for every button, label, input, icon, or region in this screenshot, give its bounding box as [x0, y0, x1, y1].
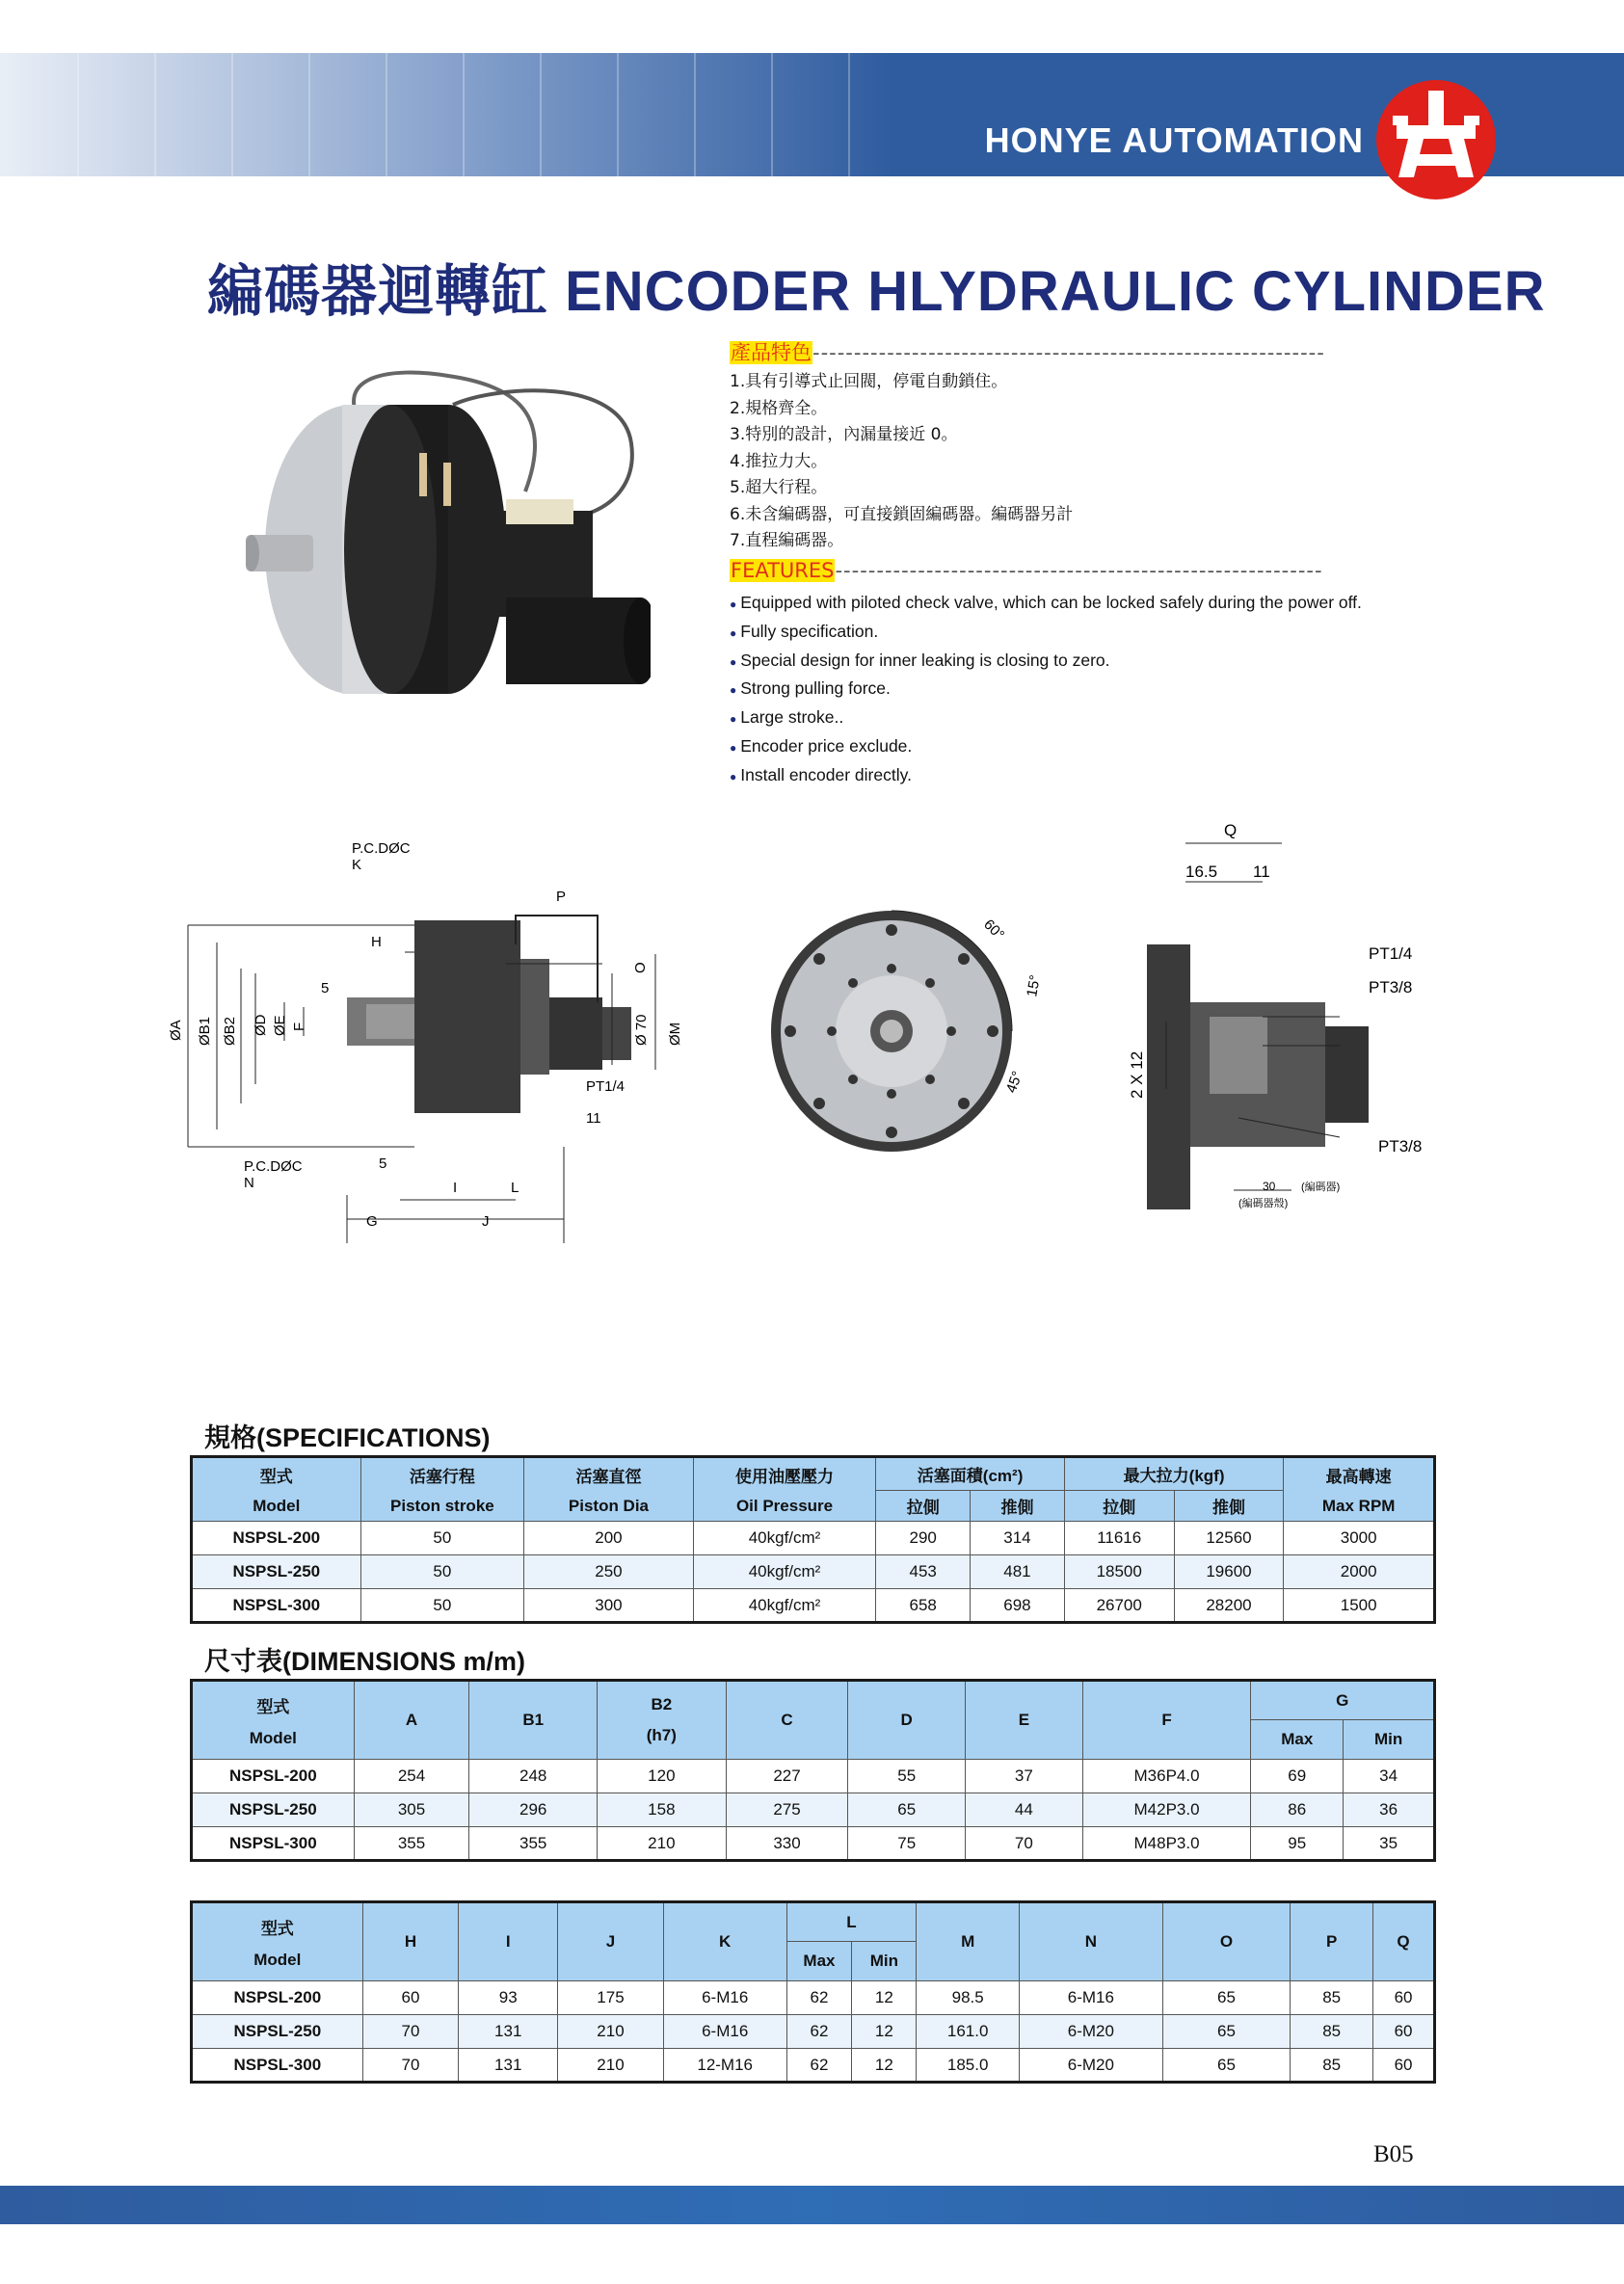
label-f: F — [291, 1022, 307, 1031]
label-i: I — [453, 1180, 458, 1196]
label-pt38b: PT3/8 — [1378, 1137, 1423, 1155]
header-force-push: 推側 — [1174, 1491, 1284, 1522]
label-11: 11 — [586, 1110, 601, 1127]
header-b1: B1 — [469, 1681, 598, 1760]
label-h: H — [371, 934, 382, 950]
bullet-icon: ● — [730, 712, 737, 727]
product-photo — [246, 357, 651, 742]
label-encoder-shell: (編碼器殼) — [1238, 1198, 1289, 1209]
front-view-drawing — [747, 877, 1075, 1166]
header-e: E — [966, 1681, 1083, 1760]
page-number: B05 — [1373, 2141, 1414, 2167]
label-16-5: 16.5 — [1185, 863, 1218, 881]
features-en-list — [730, 590, 1362, 791]
header-model: 型式 Model — [192, 1681, 355, 1760]
list-item: ● Fully specification. — [730, 621, 879, 641]
header-q: Q — [1373, 1902, 1435, 1981]
label-phib2: ØB2 — [222, 1016, 238, 1046]
header-j: J — [558, 1902, 664, 1981]
brand-name: HONYE AUTOMATION — [984, 120, 1364, 160]
list-item: ● Equipped with piloted check valve, which can be locked safely during the power off. — [730, 593, 1362, 612]
label-p: P — [556, 889, 567, 905]
header-a: A — [354, 1681, 469, 1760]
label-encoder: (編碼器) — [1301, 1182, 1341, 1193]
label-j: J — [482, 1213, 490, 1230]
table-row: NSPSL-300 50 300 40kgf/cm² 658 698 26700 28200 1500 — [192, 1589, 1435, 1623]
label-5b: 5 — [379, 1155, 387, 1172]
header-b2: B2 (h7) — [598, 1681, 727, 1760]
header-model: 型式 Model — [192, 1902, 363, 1981]
header-g-max: Max — [1251, 1720, 1344, 1760]
label-phie: ØE — [272, 1015, 288, 1036]
header-o: O — [1162, 1902, 1291, 1981]
spec-table-title: 規格(SPECIFICATIONS) — [204, 1423, 491, 1452]
label-pcd-k: P.C.DØC — [352, 840, 411, 857]
bullet-icon: ● — [730, 769, 737, 783]
label-n: N — [244, 1175, 254, 1191]
bullet-icon: ● — [730, 598, 737, 611]
label-phid: ØD — [253, 1014, 269, 1036]
header-i: I — [459, 1902, 558, 1981]
label-45deg: 45° — [1002, 1069, 1026, 1096]
table-row: NSPSL-200 60 93 175 6-M16 62 12 98.5 6-M16 65 85 60 — [192, 1981, 1435, 2015]
header-p: P — [1291, 1902, 1373, 1981]
bullet-icon: ● — [730, 683, 737, 698]
header-m: M — [917, 1902, 1020, 1981]
header-c: C — [726, 1681, 848, 1760]
list-item: ● Install encoder directly. — [730, 764, 912, 784]
header-l-max: Max — [786, 1942, 852, 1981]
features-zh-heading: 產品特色-------------------------------------------------------------- — [731, 341, 1325, 364]
label-phib1: ØB1 — [197, 1016, 213, 1046]
features-en-heading: FEATURES----------------------------------------------------------- — [731, 559, 1323, 582]
table-row: NSPSL-300 355 355 210 330 75 70 M48P3.0 95 35 — [192, 1827, 1435, 1861]
label-30: 30 — [1263, 1180, 1276, 1193]
header-l-min: Min — [852, 1942, 917, 1981]
label-pt14: PT1/4 — [586, 1078, 626, 1095]
header-stroke: 活塞行程 Piston stroke — [360, 1457, 524, 1522]
table-row: NSPSL-200 50 200 40kgf/cm² 290 314 11616 12560 3000 — [192, 1522, 1435, 1555]
label-60deg: 60° — [980, 916, 1008, 943]
header-l: L — [786, 1902, 917, 1942]
page-title: 編碼器迴轉缸 ENCODER HLYDRAULIC CYLINDER — [207, 260, 1546, 323]
header-k: K — [663, 1902, 786, 1981]
label-pt14b: PT1/4 — [1369, 944, 1413, 963]
spec-table — [190, 1455, 1436, 1624]
header-g: G — [1251, 1681, 1435, 1720]
footer-bar — [0, 2186, 1624, 2224]
bullet-icon: ● — [730, 654, 737, 669]
header-n: N — [1020, 1902, 1163, 1981]
label-phim: ØM — [667, 1022, 683, 1046]
header-rpm: 最高轉速 Max RPM — [1284, 1457, 1435, 1522]
dims-table-2 — [190, 1900, 1436, 2084]
table-row: NSPSL-250 305 296 158 275 65 44 M42P3.0 86 36 — [192, 1793, 1435, 1827]
dims-table-1 — [190, 1679, 1436, 1862]
bullet-icon: ● — [730, 740, 737, 755]
label-pcd-n: P.C.DØC — [244, 1158, 303, 1175]
label-l: L — [511, 1180, 519, 1196]
list-item: ● Special design for inner leaking is closing to zero. — [730, 650, 1110, 670]
list-item: 7.直程編碼器。 — [730, 531, 844, 550]
label-phi70: Ø 70 — [633, 1014, 650, 1046]
features-zh-list — [730, 369, 1073, 555]
header-area-push: 推側 — [971, 1491, 1065, 1522]
label-g: G — [366, 1213, 378, 1230]
label-q: Q — [1224, 821, 1238, 839]
list-item: 5.超大行程。 — [730, 478, 828, 497]
label-pt38a: PT3/8 — [1369, 978, 1413, 996]
table-row: NSPSL-250 50 250 40kgf/cm² 453 481 18500 19600 2000 — [192, 1555, 1435, 1589]
table-row: NSPSL-300 70 131 210 12-M16 62 12 185.0 6-M20 65 85 60 — [192, 2049, 1435, 2083]
header-g-min: Min — [1344, 1720, 1435, 1760]
dims-table-title: 尺寸表(DIMENSIONS m/m) — [204, 1647, 526, 1676]
header-f: F — [1082, 1681, 1251, 1760]
table-row: NSPSL-250 70 131 210 6-M16 62 12 161.0 6-M20 65 85 60 — [192, 2015, 1435, 2049]
header-h: H — [362, 1902, 459, 1981]
side-view-drawing — [159, 829, 718, 1253]
header-model: 型式 Model — [192, 1457, 361, 1522]
label-k: K — [352, 857, 362, 873]
label-o: O — [632, 962, 649, 973]
label-11b: 11 — [1253, 863, 1270, 881]
honye-logo-icon — [1373, 77, 1499, 202]
header-pressure: 使用油壓壓力 Oil Pressure — [693, 1457, 876, 1522]
list-item: 2.規格齊全。 — [730, 398, 828, 418]
header-area: 活塞面積(cm²) — [876, 1457, 1065, 1491]
list-item: 4.推拉力大。 — [730, 451, 828, 471]
list-item: ● Encoder price exclude. — [730, 735, 913, 756]
header-force: 最大拉力(kgf) — [1064, 1457, 1284, 1491]
label-phia: ØA — [168, 1020, 184, 1041]
table-row: NSPSL-200 254 248 120 227 55 37 M36P4.0 69 34 — [192, 1760, 1435, 1793]
header-dia: 活塞直徑 Piston Dia — [524, 1457, 694, 1522]
header-area-pull: 拉側 — [876, 1491, 971, 1522]
list-item: 6.未含編碼器，可直接鎖固編碼器。編碼器另計 — [730, 504, 1074, 524]
label-5: 5 — [321, 980, 330, 996]
label-2x12: 2 X 12 — [1128, 1050, 1146, 1099]
bullet-icon: ● — [730, 625, 737, 640]
list-item: 3.特別的設計，內漏量接近 0。 — [730, 425, 958, 444]
header-d: D — [848, 1681, 966, 1760]
header-force-pull: 拉側 — [1064, 1491, 1174, 1522]
list-item: ● Strong pulling force. — [730, 678, 891, 699]
list-item: ● Large stroke.. — [730, 707, 844, 728]
encoder-detail-drawing — [1108, 810, 1436, 1234]
list-item: 1.具有引導式止回閥，停電自動鎖住。 — [730, 372, 1008, 391]
label-15deg: 15° — [1024, 973, 1044, 998]
